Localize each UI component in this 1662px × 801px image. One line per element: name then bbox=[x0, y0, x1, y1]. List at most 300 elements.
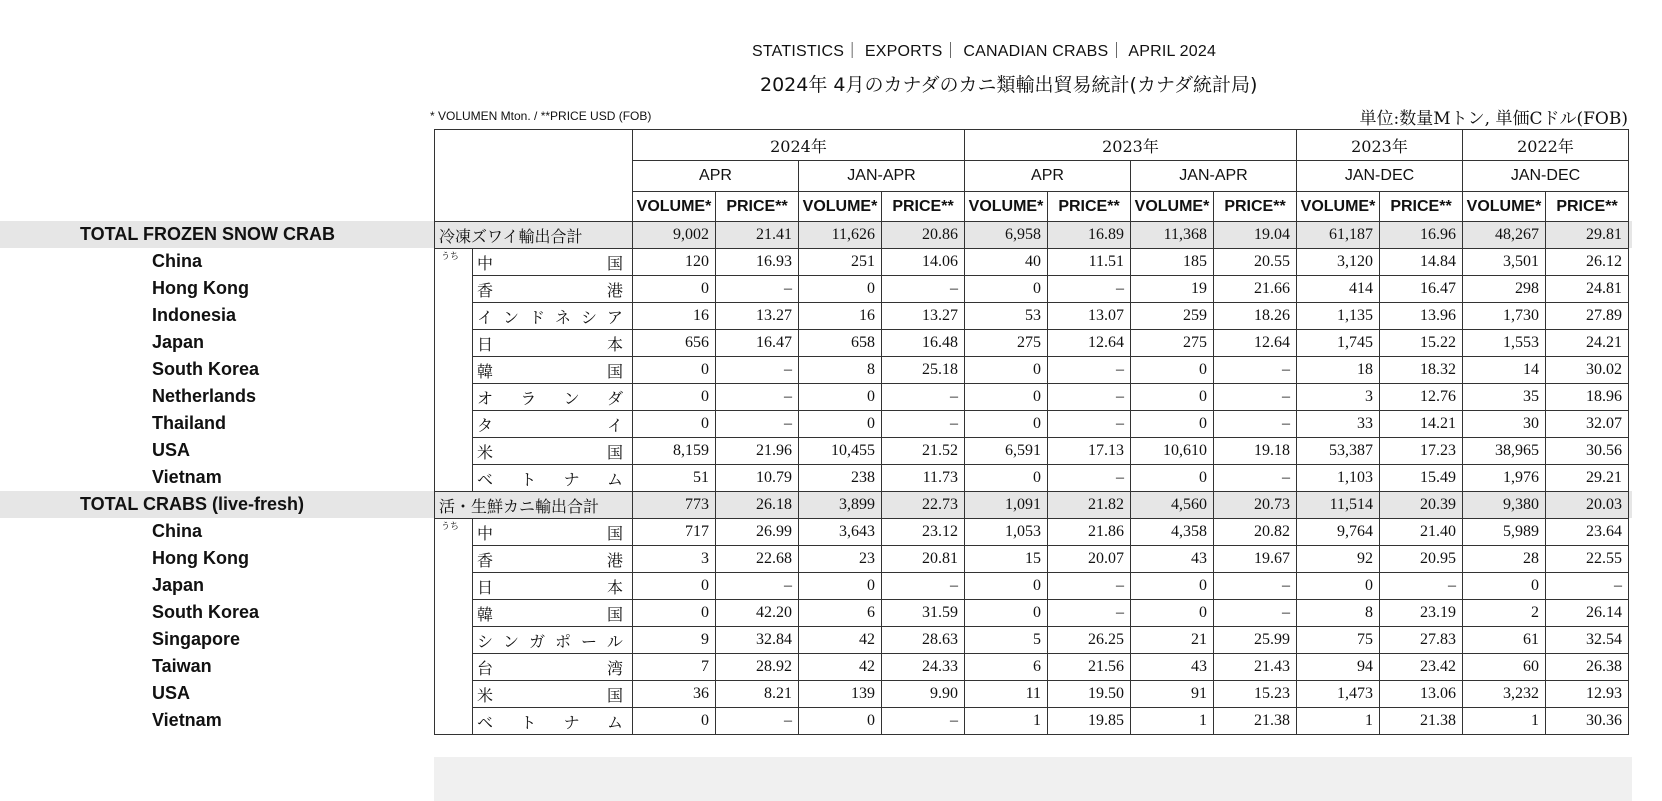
cell-value: 1 bbox=[965, 708, 1048, 735]
cell-value: 0 bbox=[799, 411, 882, 438]
country-jp bbox=[473, 357, 633, 384]
cell-value: 20.82 bbox=[1214, 519, 1297, 546]
cell-value: 21.41 bbox=[716, 222, 799, 249]
cell-value: 0 bbox=[965, 276, 1048, 303]
unit-note-jp: 単位:数量Mトン, 単価Cドル(FOB) bbox=[1359, 109, 1628, 129]
cell-value: 20.39 bbox=[1380, 492, 1463, 519]
cell-value: 18.96 bbox=[1546, 384, 1629, 411]
cell-value: 0 bbox=[965, 384, 1048, 411]
cell-value: 3,120 bbox=[1297, 249, 1380, 276]
metric-header: PRICE** bbox=[1546, 192, 1629, 222]
country-jp-text: 中 国 bbox=[477, 253, 623, 273]
country-jp bbox=[473, 249, 633, 276]
country-jp-text: 香 港 bbox=[477, 280, 623, 300]
table-row bbox=[435, 411, 1629, 438]
country-jp bbox=[473, 600, 633, 627]
cell-value: 20.03 bbox=[1546, 492, 1629, 519]
cell-value: 773 bbox=[633, 492, 716, 519]
cell-value: 3 bbox=[633, 546, 716, 573]
cell-value: 16 bbox=[633, 303, 716, 330]
cell-value: – bbox=[1546, 573, 1629, 600]
cell-value: 17.23 bbox=[1380, 438, 1463, 465]
cell-value: – bbox=[1048, 411, 1131, 438]
cell-value: 8 bbox=[799, 357, 882, 384]
cell-value: 4,358 bbox=[1131, 519, 1214, 546]
cell-value: 185 bbox=[1131, 249, 1214, 276]
cell-value: 61,187 bbox=[1297, 222, 1380, 249]
country-label-en: Vietnam bbox=[152, 709, 222, 730]
cell-value: 60 bbox=[1463, 654, 1546, 681]
table-row bbox=[435, 573, 1629, 600]
table-row bbox=[435, 546, 1629, 573]
cell-value: – bbox=[716, 276, 799, 303]
cell-value: 13.27 bbox=[716, 303, 799, 330]
cell-value: 21.43 bbox=[1214, 654, 1297, 681]
cell-value: – bbox=[882, 411, 965, 438]
cell-value: – bbox=[1048, 573, 1131, 600]
country-jp bbox=[473, 681, 633, 708]
cell-value: 19.85 bbox=[1048, 708, 1131, 735]
country-jp-text: 米 国 bbox=[477, 442, 623, 462]
section-label-en: TOTAL CRABS (live-fresh) bbox=[80, 493, 305, 514]
metric-header: PRICE** bbox=[1380, 192, 1463, 222]
cell-value: 414 bbox=[1297, 276, 1380, 303]
cell-value: 25.99 bbox=[1214, 627, 1297, 654]
cell-value: 12.76 bbox=[1380, 384, 1463, 411]
country-jp bbox=[473, 627, 633, 654]
cell-value: – bbox=[1380, 573, 1463, 600]
country-label-en: South Korea bbox=[152, 601, 260, 622]
cell-value: 26.99 bbox=[716, 519, 799, 546]
country-label-en: Taiwan bbox=[152, 655, 212, 676]
cell-value: 0 bbox=[633, 357, 716, 384]
cell-value: 53 bbox=[965, 303, 1048, 330]
cell-value: – bbox=[882, 573, 965, 600]
country-label-en: Netherlands bbox=[152, 385, 257, 406]
metric-header: PRICE** bbox=[716, 192, 799, 222]
cell-value: 16.48 bbox=[882, 330, 965, 357]
cell-value: 17.13 bbox=[1048, 438, 1131, 465]
period-header: APR bbox=[633, 161, 799, 192]
country-label-en: China bbox=[152, 520, 203, 541]
cell-value: 21.86 bbox=[1048, 519, 1131, 546]
cell-value: 0 bbox=[633, 411, 716, 438]
page-bottom-shade bbox=[434, 757, 1632, 801]
sub-marker bbox=[435, 249, 473, 492]
period-header: APR bbox=[965, 161, 1131, 192]
cell-value: – bbox=[1214, 600, 1297, 627]
cell-value: 7 bbox=[633, 654, 716, 681]
cell-value: 11.51 bbox=[1048, 249, 1131, 276]
cell-value: 18.26 bbox=[1214, 303, 1297, 330]
cell-value: 0 bbox=[965, 600, 1048, 627]
cell-value: 33 bbox=[1297, 411, 1380, 438]
cell-value: 3,501 bbox=[1463, 249, 1546, 276]
cell-value: 21.38 bbox=[1380, 708, 1463, 735]
cell-value: 21.82 bbox=[1048, 492, 1131, 519]
cell-value: 0 bbox=[799, 276, 882, 303]
cell-value: 20.86 bbox=[882, 222, 965, 249]
country-label-en: South Korea bbox=[152, 358, 260, 379]
cell-value: 1,976 bbox=[1463, 465, 1546, 492]
cell-value: 0 bbox=[965, 573, 1048, 600]
title-en: STATISTICS｜ EXPORTS｜ CANADIAN CRABS｜ APRIL 2024 bbox=[752, 43, 1217, 60]
cell-value: 21.66 bbox=[1214, 276, 1297, 303]
sub-marker-text: うち bbox=[441, 522, 460, 532]
cell-value: – bbox=[1048, 465, 1131, 492]
cell-value: 29.81 bbox=[1546, 222, 1629, 249]
cell-value: – bbox=[882, 708, 965, 735]
cell-value: 9,764 bbox=[1297, 519, 1380, 546]
metric-header: PRICE** bbox=[1214, 192, 1297, 222]
cell-value: 8 bbox=[1297, 600, 1380, 627]
cell-value: 91 bbox=[1131, 681, 1214, 708]
period-header: JAN-APR bbox=[1131, 161, 1297, 192]
cell-value: 18 bbox=[1297, 357, 1380, 384]
total-row bbox=[435, 222, 1629, 249]
cell-value: 298 bbox=[1463, 276, 1546, 303]
table-row bbox=[435, 357, 1629, 384]
cell-value: 20.73 bbox=[1214, 492, 1297, 519]
year-header: 2024年 bbox=[633, 130, 965, 161]
cell-value: 23.19 bbox=[1380, 600, 1463, 627]
cell-value: 2 bbox=[1463, 600, 1546, 627]
cell-value: 9.90 bbox=[882, 681, 965, 708]
cell-value: 25.18 bbox=[882, 357, 965, 384]
country-jp bbox=[473, 573, 633, 600]
country-jp-text: 台 湾 bbox=[477, 658, 623, 678]
cell-value: 5 bbox=[965, 627, 1048, 654]
year-header: 2023年 bbox=[965, 130, 1297, 161]
cell-value: 22.68 bbox=[716, 546, 799, 573]
metric-header: PRICE** bbox=[1048, 192, 1131, 222]
cell-value: 8,159 bbox=[633, 438, 716, 465]
cell-value: 20.81 bbox=[882, 546, 965, 573]
cell-value: – bbox=[1214, 573, 1297, 600]
metric-header: VOLUME* bbox=[1463, 192, 1546, 222]
cell-value: 5,989 bbox=[1463, 519, 1546, 546]
cell-value: 53,387 bbox=[1297, 438, 1380, 465]
cell-value: 23 bbox=[799, 546, 882, 573]
cell-value: 19.18 bbox=[1214, 438, 1297, 465]
cell-value: 12.93 bbox=[1546, 681, 1629, 708]
cell-value: – bbox=[1048, 276, 1131, 303]
cell-value: 0 bbox=[1131, 384, 1214, 411]
cell-value: 22.73 bbox=[882, 492, 965, 519]
cell-value: 3 bbox=[1297, 384, 1380, 411]
cell-value: 20.55 bbox=[1214, 249, 1297, 276]
cell-value: 251 bbox=[799, 249, 882, 276]
cell-value: 16.47 bbox=[1380, 276, 1463, 303]
cell-value: 21.56 bbox=[1048, 654, 1131, 681]
cell-value: 22.55 bbox=[1546, 546, 1629, 573]
cell-value: 3,232 bbox=[1463, 681, 1546, 708]
cell-value: 26.18 bbox=[716, 492, 799, 519]
cell-value: 6,958 bbox=[965, 222, 1048, 249]
cell-value: – bbox=[882, 384, 965, 411]
cell-value: 16.93 bbox=[716, 249, 799, 276]
cell-value: 26.14 bbox=[1546, 600, 1629, 627]
cell-value: 35 bbox=[1463, 384, 1546, 411]
cell-value: 0 bbox=[1131, 411, 1214, 438]
cell-value: 51 bbox=[633, 465, 716, 492]
cell-value: 4,560 bbox=[1131, 492, 1214, 519]
cell-value: 16.47 bbox=[716, 330, 799, 357]
cell-value: 15 bbox=[965, 546, 1048, 573]
cell-value: 139 bbox=[799, 681, 882, 708]
country-label-en: Hong Kong bbox=[152, 547, 249, 568]
country-jp bbox=[473, 708, 633, 735]
cell-value: 0 bbox=[633, 276, 716, 303]
cell-value: – bbox=[716, 708, 799, 735]
cell-value: – bbox=[716, 384, 799, 411]
cell-value: 1,745 bbox=[1297, 330, 1380, 357]
cell-value: 0 bbox=[799, 384, 882, 411]
metric-header: VOLUME* bbox=[1297, 192, 1380, 222]
table-row bbox=[435, 465, 1629, 492]
cell-value: 21.96 bbox=[716, 438, 799, 465]
metric-header: VOLUME* bbox=[799, 192, 882, 222]
cell-value: 10,455 bbox=[799, 438, 882, 465]
cell-value: 30.02 bbox=[1546, 357, 1629, 384]
cell-value: – bbox=[716, 573, 799, 600]
table-row bbox=[435, 249, 1629, 276]
cell-value: 11.73 bbox=[882, 465, 965, 492]
cell-value: 0 bbox=[1131, 573, 1214, 600]
cell-value: 0 bbox=[799, 708, 882, 735]
cell-value: 26.38 bbox=[1546, 654, 1629, 681]
cell-value: 27.89 bbox=[1546, 303, 1629, 330]
cell-value: 21.40 bbox=[1380, 519, 1463, 546]
cell-value: 11,514 bbox=[1297, 492, 1380, 519]
cell-value: 28 bbox=[1463, 546, 1546, 573]
metric-header: PRICE** bbox=[882, 192, 965, 222]
cell-value: 26.12 bbox=[1546, 249, 1629, 276]
country-jp-text: 韓 国 bbox=[477, 361, 623, 381]
cell-value: 1,103 bbox=[1297, 465, 1380, 492]
cell-value: 13.06 bbox=[1380, 681, 1463, 708]
header-blank bbox=[435, 130, 633, 222]
cell-value: 11,626 bbox=[799, 222, 882, 249]
cell-value: 275 bbox=[965, 330, 1048, 357]
cell-value: 0 bbox=[633, 600, 716, 627]
country-jp bbox=[473, 438, 633, 465]
cell-value: 21.52 bbox=[882, 438, 965, 465]
cell-value: 0 bbox=[633, 573, 716, 600]
country-jp bbox=[473, 303, 633, 330]
cell-value: 14.21 bbox=[1380, 411, 1463, 438]
country-jp-text: タ イ bbox=[477, 415, 623, 435]
cell-value: 1 bbox=[1131, 708, 1214, 735]
cell-value: 6 bbox=[799, 600, 882, 627]
section-label-en: TOTAL FROZEN SNOW CRAB bbox=[80, 223, 335, 244]
cell-value: 30.36 bbox=[1546, 708, 1629, 735]
period-header: JAN-APR bbox=[799, 161, 965, 192]
country-jp-text: オ ラ ン ダ bbox=[477, 388, 623, 408]
country-jp bbox=[473, 519, 633, 546]
cell-value: 15.49 bbox=[1380, 465, 1463, 492]
metric-header: VOLUME* bbox=[633, 192, 716, 222]
total-row bbox=[435, 492, 1629, 519]
cell-value: 0 bbox=[633, 384, 716, 411]
country-label-en: Indonesia bbox=[152, 304, 237, 325]
cell-value: 43 bbox=[1131, 654, 1214, 681]
country-label-en: Singapore bbox=[152, 628, 241, 649]
cell-value: 11,368 bbox=[1131, 222, 1214, 249]
cell-value: – bbox=[1214, 384, 1297, 411]
country-label-en: Thailand bbox=[152, 412, 227, 433]
cell-value: 20.07 bbox=[1048, 546, 1131, 573]
table-row bbox=[435, 330, 1629, 357]
country-jp bbox=[473, 465, 633, 492]
cell-value: 19 bbox=[1131, 276, 1214, 303]
cell-value: 27.83 bbox=[1380, 627, 1463, 654]
cell-value: 9,002 bbox=[633, 222, 716, 249]
cell-value: 0 bbox=[1131, 600, 1214, 627]
cell-value: 1,553 bbox=[1463, 330, 1546, 357]
cell-value: 1 bbox=[1297, 708, 1380, 735]
cell-value: 75 bbox=[1297, 627, 1380, 654]
cell-value: 1,730 bbox=[1463, 303, 1546, 330]
cell-value: 120 bbox=[633, 249, 716, 276]
cell-value: 1 bbox=[1463, 708, 1546, 735]
cell-value: 21.38 bbox=[1214, 708, 1297, 735]
table-row bbox=[435, 627, 1629, 654]
cell-value: 8.21 bbox=[716, 681, 799, 708]
cell-value: 10.79 bbox=[716, 465, 799, 492]
cell-value: 42 bbox=[799, 627, 882, 654]
country-jp-text: 米 国 bbox=[477, 685, 623, 705]
cell-value: 658 bbox=[799, 330, 882, 357]
cell-value: 3,899 bbox=[799, 492, 882, 519]
cell-value: 21 bbox=[1131, 627, 1214, 654]
cell-value: 16 bbox=[799, 303, 882, 330]
sub-marker bbox=[435, 519, 473, 735]
cell-value: 26.25 bbox=[1048, 627, 1131, 654]
cell-value: 19.50 bbox=[1048, 681, 1131, 708]
table-row bbox=[435, 654, 1629, 681]
country-jp-text: 日 本 bbox=[477, 334, 623, 354]
cell-value: 9 bbox=[633, 627, 716, 654]
section-label-jp: 冷凍ズワイ輸出合計 bbox=[435, 222, 633, 249]
cell-value: 0 bbox=[633, 708, 716, 735]
country-jp-text: ベ ト ナ ム bbox=[477, 712, 623, 732]
cell-value: 16.89 bbox=[1048, 222, 1131, 249]
cell-value: 15.23 bbox=[1214, 681, 1297, 708]
cell-value: 6,591 bbox=[965, 438, 1048, 465]
cell-value: 42.20 bbox=[716, 600, 799, 627]
cell-value: 48,267 bbox=[1463, 222, 1546, 249]
cell-value: 13.27 bbox=[882, 303, 965, 330]
cell-value: 0 bbox=[1131, 465, 1214, 492]
country-jp bbox=[473, 276, 633, 303]
cell-value: 24.33 bbox=[882, 654, 965, 681]
cell-value: 0 bbox=[1297, 573, 1380, 600]
country-jp-text: イ ン ド ネ シ ア bbox=[477, 307, 623, 327]
cell-value: – bbox=[1048, 600, 1131, 627]
cell-value: – bbox=[716, 357, 799, 384]
cell-value: 38,965 bbox=[1463, 438, 1546, 465]
cell-value: – bbox=[882, 276, 965, 303]
cell-value: 717 bbox=[633, 519, 716, 546]
country-jp-text: 日 本 bbox=[477, 577, 623, 597]
cell-value: 32.54 bbox=[1546, 627, 1629, 654]
cell-value: 1,091 bbox=[965, 492, 1048, 519]
cell-value: – bbox=[1214, 411, 1297, 438]
cell-value: 28.63 bbox=[882, 627, 965, 654]
cell-value: – bbox=[1214, 357, 1297, 384]
cell-value: 30 bbox=[1463, 411, 1546, 438]
cell-value: 1,135 bbox=[1297, 303, 1380, 330]
cell-value: 0 bbox=[1463, 573, 1546, 600]
metric-header: VOLUME* bbox=[965, 192, 1048, 222]
cell-value: 23.42 bbox=[1380, 654, 1463, 681]
export-statistics-table bbox=[434, 129, 1629, 735]
period-header: JAN-DEC bbox=[1463, 161, 1629, 192]
cell-value: 9,380 bbox=[1463, 492, 1546, 519]
cell-value: 11 bbox=[965, 681, 1048, 708]
cell-value: 3,643 bbox=[799, 519, 882, 546]
cell-value: 24.81 bbox=[1546, 276, 1629, 303]
cell-value: 36 bbox=[633, 681, 716, 708]
cell-value: 13.07 bbox=[1048, 303, 1131, 330]
table-row bbox=[435, 438, 1629, 465]
country-label-en: Hong Kong bbox=[152, 277, 249, 298]
table-row bbox=[435, 276, 1629, 303]
cell-value: 20.95 bbox=[1380, 546, 1463, 573]
country-jp-text: シ ン ガ ポ ー ル bbox=[477, 631, 623, 651]
cell-value: 0 bbox=[965, 411, 1048, 438]
table-row bbox=[435, 303, 1629, 330]
country-label-en: Japan bbox=[152, 331, 205, 352]
cell-value: 42 bbox=[799, 654, 882, 681]
cell-value: 12.64 bbox=[1048, 330, 1131, 357]
cell-value: 94 bbox=[1297, 654, 1380, 681]
cell-value: – bbox=[1048, 357, 1131, 384]
cell-value: 0 bbox=[799, 573, 882, 600]
cell-value: 19.04 bbox=[1214, 222, 1297, 249]
cell-value: 23.12 bbox=[882, 519, 965, 546]
cell-value: 18.32 bbox=[1380, 357, 1463, 384]
cell-value: 0 bbox=[1131, 357, 1214, 384]
metric-header: VOLUME* bbox=[1131, 192, 1214, 222]
cell-value: 12.64 bbox=[1214, 330, 1297, 357]
cell-value: 6 bbox=[965, 654, 1048, 681]
cell-value: 238 bbox=[799, 465, 882, 492]
country-label-en: Vietnam bbox=[152, 466, 222, 487]
cell-value: 1,053 bbox=[965, 519, 1048, 546]
cell-value: 0 bbox=[965, 357, 1048, 384]
table-row bbox=[435, 384, 1629, 411]
country-jp-text: 中 国 bbox=[477, 523, 623, 543]
cell-value: 30.56 bbox=[1546, 438, 1629, 465]
cell-value: 40 bbox=[965, 249, 1048, 276]
cell-value: 0 bbox=[965, 465, 1048, 492]
table-row bbox=[435, 600, 1629, 627]
country-jp-text: 韓 国 bbox=[477, 604, 623, 624]
table-row bbox=[435, 708, 1629, 735]
cell-value: – bbox=[1048, 384, 1131, 411]
country-jp bbox=[473, 330, 633, 357]
cell-value: 14.84 bbox=[1380, 249, 1463, 276]
cell-value: 275 bbox=[1131, 330, 1214, 357]
country-jp bbox=[473, 384, 633, 411]
country-label-en: USA bbox=[152, 682, 191, 703]
country-jp bbox=[473, 411, 633, 438]
cell-value: 14 bbox=[1463, 357, 1546, 384]
cell-value: 19.67 bbox=[1214, 546, 1297, 573]
country-jp bbox=[473, 546, 633, 573]
